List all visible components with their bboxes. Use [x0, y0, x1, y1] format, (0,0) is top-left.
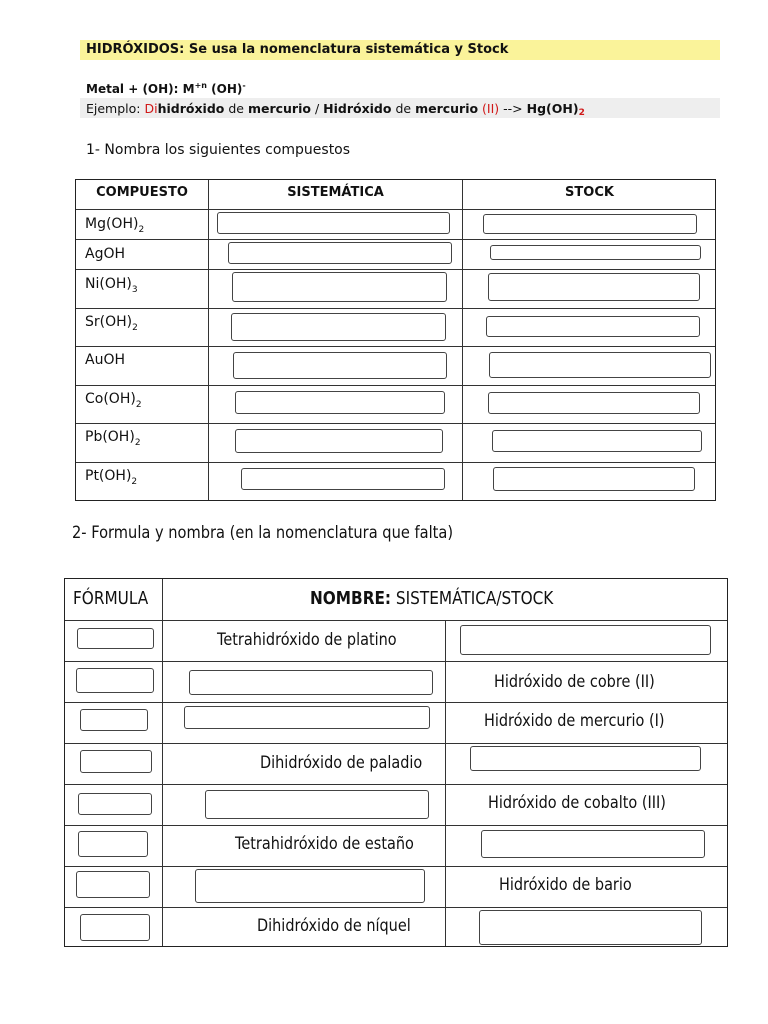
stock-answer-box[interactable]: [492, 430, 702, 452]
name-answer-box[interactable]: [479, 910, 702, 945]
formula-answer-box[interactable]: [80, 914, 150, 941]
header-nombre: NOMBRE: SISTEMÁTICA/STOCK: [310, 588, 554, 609]
compounds-table: [75, 179, 716, 501]
name-answer-box[interactable]: [205, 790, 429, 819]
formula-answer-box[interactable]: [77, 628, 154, 649]
compound-cell: AuOH: [85, 352, 125, 368]
header-stock: STOCK: [565, 185, 614, 200]
header-sistematica: SISTEMÁTICA: [287, 185, 384, 200]
compound-name: Hidróxido de cobalto (III): [488, 793, 666, 813]
formula-answer-box[interactable]: [78, 793, 152, 815]
compound-cell: $Mg(OH)_2$: [85, 216, 145, 235]
sistematica-answer-box[interactable]: [232, 272, 447, 302]
name-answer-box[interactable]: [460, 625, 711, 655]
compound-cell: $Ni(OH)_3$: [85, 276, 138, 295]
compound-cell: $Pt(OH)_2$: [85, 468, 138, 487]
stock-answer-box[interactable]: [488, 273, 700, 301]
general-formula: Metal + (OH): $M^{+n}$ (OH)-: [86, 81, 246, 96]
formula-answer-box[interactable]: [76, 871, 150, 898]
compound-name: Dihidróxido de paladio: [260, 753, 423, 773]
name-answer-box[interactable]: [481, 830, 705, 858]
worksheet-title: HIDRÓXIDOS: Se usa la nomenclatura sistemática y Stock: [86, 42, 509, 57]
compound-name: Tetrahidróxido de platino: [217, 630, 397, 650]
compound-cell: $Pb(OH)_2$: [85, 429, 141, 448]
compound-cell: $Co(OH)_2$: [85, 391, 142, 410]
name-answer-box[interactable]: [184, 706, 430, 729]
sistematica-answer-box[interactable]: [241, 468, 445, 490]
stock-answer-box[interactable]: [486, 316, 700, 337]
section1-title: 1- Nombra los siguientes compuestos: [86, 142, 351, 158]
section2-title: 2- Formula y nombra (en la nomenclatura que falta): [72, 523, 454, 543]
formula-answer-box[interactable]: [78, 831, 148, 857]
stock-answer-box[interactable]: [490, 245, 701, 260]
stock-answer-box[interactable]: [483, 214, 697, 234]
sistematica-answer-box[interactable]: [228, 242, 452, 264]
header-formula: FÓRMULA: [73, 588, 149, 609]
compound-cell: AgOH: [85, 246, 126, 262]
compound-cell: $Sr(OH)_2$: [85, 314, 138, 333]
header-compuesto: COMPUESTO: [96, 185, 188, 200]
name-answer-box[interactable]: [470, 746, 701, 771]
formula-answer-box[interactable]: [76, 668, 154, 693]
compound-name: Hidróxido de bario: [499, 875, 632, 895]
formulate-table: [64, 578, 728, 947]
stock-answer-box[interactable]: [493, 467, 695, 491]
sistematica-answer-box[interactable]: [217, 212, 450, 234]
compound-name: Tetrahidróxido de estaño: [235, 834, 414, 854]
sistematica-answer-box[interactable]: [235, 429, 443, 453]
name-answer-box[interactable]: [189, 670, 433, 695]
formula-answer-box[interactable]: [80, 750, 152, 773]
compound-name: Hidróxido de mercurio (I): [484, 711, 665, 731]
compound-name: Dihidróxido de níquel: [257, 916, 411, 936]
stock-answer-box[interactable]: [488, 392, 700, 414]
name-answer-box[interactable]: [195, 869, 425, 903]
example-line: Ejemplo: Dihidróxido de mercurio / Hidróxido de mercurio (II) --> Hg(OH)2: [86, 101, 585, 118]
formula-answer-box[interactable]: [80, 709, 148, 731]
compound-name: Hidróxido de cobre (II): [494, 672, 655, 692]
sistematica-answer-box[interactable]: [231, 313, 446, 341]
sistematica-answer-box[interactable]: [233, 352, 447, 379]
stock-answer-box[interactable]: [489, 352, 711, 378]
sistematica-answer-box[interactable]: [235, 391, 445, 414]
